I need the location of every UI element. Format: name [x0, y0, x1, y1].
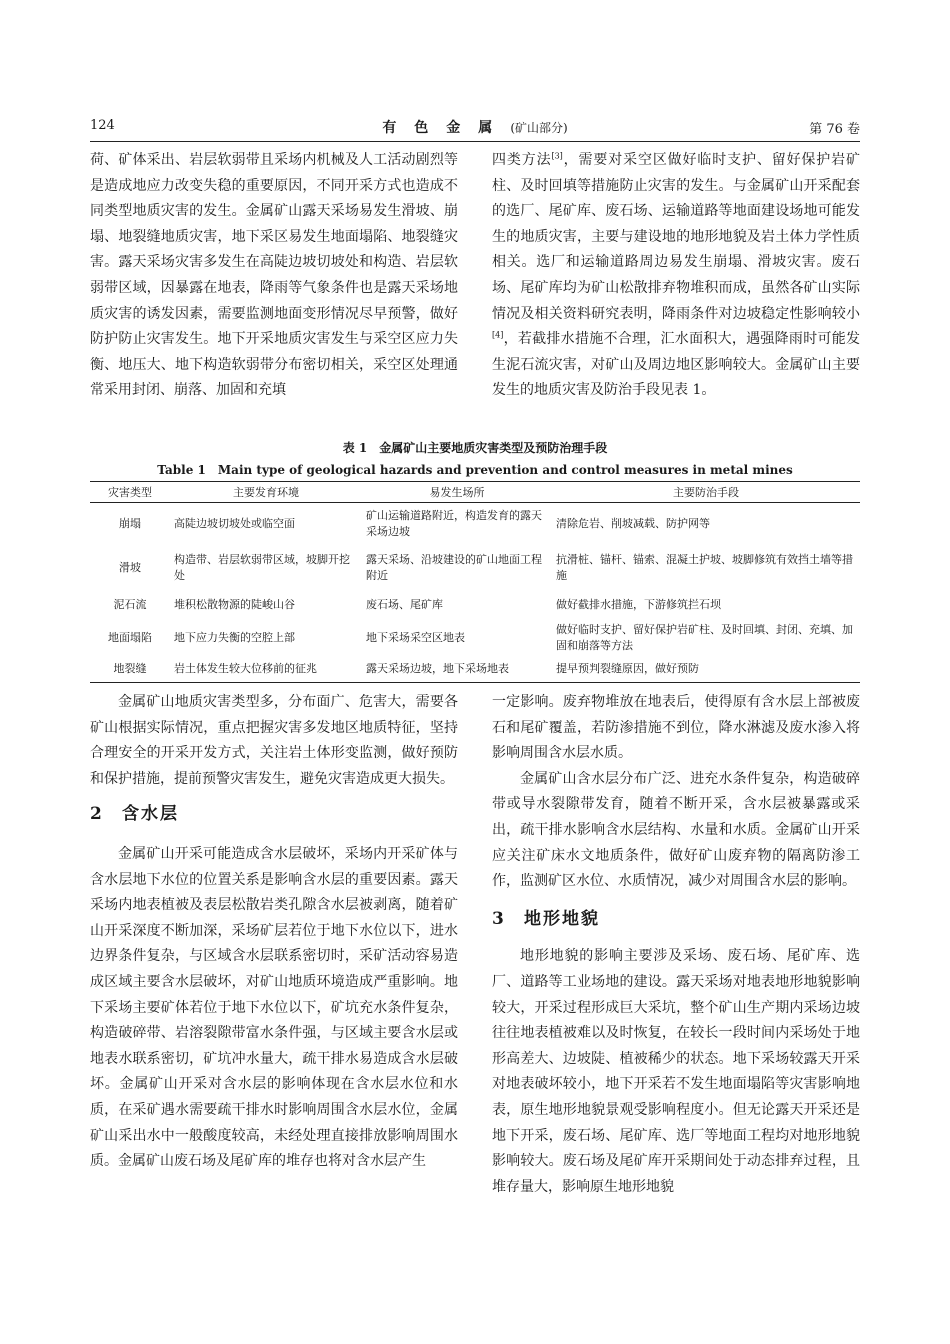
table-cell: 地下采场采空区地表	[366, 631, 465, 644]
table-cell: 废石场、尾矿库	[366, 598, 443, 611]
paragraph: 荷、矿体采出、岩层软弱带且采场内机械及人工活动剧烈等是造成地应力改变失稳的重要原因，不同开采方式也造成不同类型地质灾害的发生。金属矿山露天采场易发生滑坡、崩塌、地裂缝地质灾害，地下采区易发生地面塌陷、地裂缝灾害。露天采场灾害多发生在高陡边坡切坡处和构造、岩层软弱带区域，因暴露在地表，降雨等气象条件也是露天采场地质灾害的诱发因素，需要监测地面变形情况尽早预警，做好防护防止灾害发生。地下开采地质灾害发生与采空区应力失衡、地压大、地下构造软弱带分布密切相关，采空区处理通常采用封闭、崩落、加固和充填	[90, 152, 458, 399]
table-header-cell: 主要防治手段	[552, 482, 860, 503]
table-cell: 矿山运输道路附近，构造发育的露天采场边坡	[366, 508, 542, 538]
table-cell: 滑坡	[119, 560, 141, 574]
journal-name: 有色金属	[382, 120, 511, 136]
table-row	[90, 545, 860, 591]
paragraph	[492, 148, 860, 404]
paragraph: 地形地貌的影响主要涉及采场、废石场、尾矿库、选厂、道路等工业场地的建设。露天采场对地表地形地貌影响较大，开采过程形成巨大采坑，整个矿山生产期内采场边坡往往地表植被难以及时恢复，在较长一段时间内采场处于地形高差大、边坡陡、植被稀少的状态。地下采场较露天开采对地表破坏较小，地下开采若不发生地面塌陷等灾害影响地表，原生地形地貌景观受影响程度小。但无论露天开采还是地下开采，废石场、尾矿库、选厂等地面工程均对地形地貌影响较大。废石场及尾矿库开采期间处于动态排弃过程，且堆存量大，影响原生地形地貌	[492, 948, 860, 1195]
table-cell: 地下应力失衡的空腔上部	[174, 631, 295, 644]
volume-label: 第 76 卷	[809, 122, 860, 137]
journal-subtitle: (矿山部分)	[510, 121, 568, 135]
table-caption-en: Table 1 Main type of geological hazards and prevention and control measures in metal mines	[157, 463, 793, 477]
page-number: 124	[90, 118, 115, 133]
left-column-bottom	[90, 690, 458, 1175]
paragraph: 一定影响。废弃物堆放在地表后，使得原有含水层上部被废石和尾矿覆盖，若防渗措施不到位，降水淋滤及废水渗入将影响周围含水层水质。	[492, 694, 860, 762]
table-row	[90, 657, 860, 683]
table-header-row	[90, 482, 860, 503]
paragraph: 金属矿山地质灾害类型多，分布面广、危害大，需要各矿山根据实际情况，重点把握灾害多发地区地质特征，坚持合理安全的开采开发方式，关注岩土体形变监测，做好预防和保护措施，提前预警灾害发生，避免灾害造成更大损失。	[90, 694, 458, 787]
text-span: ，需要对采空区做好临时支护、留好保护岩矿柱、及时回填等措施防止灾害的发生。与金属矿山开采配套的选厂、尾矿库、废石场、运输道路等地面建设场地可能发生的地质灾害，主要与建设地的地形地貌及岩土体力学性质相关。选厂和运输道路周边易发生崩塌、滑坡灾害。废石场、尾矿库均为矿山松散排弃物堆积而成，虽然各矿山实际情况及相关资料研究表明，降雨条件对边坡稳定性影响较小	[492, 152, 861, 322]
table-cell: 抗滑桩、锚杆、锚索、混凝土护坡、坡脚修筑有效挡土墙等措施	[556, 552, 853, 582]
text-span: 四类方法	[492, 152, 552, 168]
section-3-heading	[492, 907, 860, 933]
section-number: 2	[90, 804, 104, 825]
journal-title	[90, 117, 860, 137]
table-cell: 地面塌陷	[108, 631, 152, 644]
table-row	[90, 620, 860, 657]
table-caption-cn: 表 1 金属矿山主要地质灾害类型及预防治理手段	[342, 441, 608, 455]
table-cell: 构造带、岩层软弱带区域，坡脚开挖处	[174, 552, 350, 582]
paragraph: 金属矿山开采可能造成含水层破坏，采场内开采矿体与含水层地下水位的位置关系是影响含水层的重要因素。露天采场内地表植被及表层松散岩类孔隙含水层被剥离，随着矿山开采深度不断加深，采场矿层若位于地下水位以下，进水边界条件复杂，与区域含水层联系密切时，采矿活动容易造成区域主要含水层破坏，对矿山地质环境造成严重影响。地下采场主要矿体若位于地下水位以下，矿坑充水条件复杂，构造破碎带、岩溶裂隙带富水条件强，与区域主要含水层或地表水联系密切，矿坑冲水量大，疏干排水易造成含水层破坏。金属矿山开采对含水层的影响体现在含水层水位和水质，在采矿遇水需要疏干排水时影响周围含水层水位，金属矿山采出水中一般酸度较高，未经处理直接排放影响周围水质。金属矿山废石场及尾矿库的堆存也将对含水层产生	[90, 845, 458, 1170]
table-cell: 露天采场边坡，地下采场地表	[362, 657, 552, 683]
table-cell: 做好截排水措施，下游修筑拦石坝	[556, 598, 721, 611]
hazard-table	[90, 481, 860, 683]
table-cell: 堆积松散物源的陡峻山谷	[174, 598, 295, 611]
text-span: ，若截排水措施不合理，汇水面积大，遇强降雨时可能发生泥石流灾害，对矿山及周边地区影响较大。金属矿山主要发生的地质灾害及防治手段见表 1。	[492, 331, 860, 399]
table-row	[90, 591, 860, 620]
section-2-heading	[90, 802, 458, 828]
right-column-top	[492, 148, 860, 404]
section-title: 地形地貌	[524, 908, 600, 929]
table-cell: 高陡边坡切坡处或临空面	[174, 516, 295, 530]
table-row	[90, 503, 860, 545]
paragraph: 金属矿山含水层分布广泛、进充水条件复杂，构造破碎带或导水裂隙带发育，随着不断开采，含水层被暴露或采出，疏干排水影响含水层结构、水量和水质。金属矿山开采应关注矿床水文地质条件，做好矿山废弃物的隔离防渗工作，监测矿区水位、水质情况，减少对周围含水层的影响。	[492, 770, 860, 890]
left-column-top	[90, 148, 458, 404]
table-cell: 提早预判裂缝原因，做好预防	[552, 657, 860, 683]
section-title: 含水层	[122, 804, 179, 825]
right-column-bottom	[492, 690, 860, 1200]
header-rule	[90, 141, 860, 142]
table-header-cell: 灾害类型	[90, 482, 170, 503]
table-cell: 泥石流	[113, 598, 147, 611]
table-cell: 地裂缝	[90, 657, 170, 683]
section-number: 3	[492, 908, 506, 929]
table-cell: 崩塌	[119, 516, 141, 530]
table-cell: 做好临时支护、留好保护岩矿柱、及时回填、封闭、充填、加固和崩落等方法	[556, 623, 853, 652]
table-header-cell: 主要发育环境	[170, 482, 362, 503]
table-cell: 岩土体发生较大位移前的征兆	[170, 657, 362, 683]
citation-3: [3]	[551, 151, 563, 161]
table-cell: 清除危岩、削坡减载、防护网等	[556, 516, 710, 530]
table-cell: 露天采场、沿坡建设的矿山地面工程附近	[366, 552, 542, 582]
citation-4: [4]	[492, 330, 504, 340]
table-header-cell: 易发生场所	[362, 482, 552, 503]
page-header	[90, 118, 860, 138]
